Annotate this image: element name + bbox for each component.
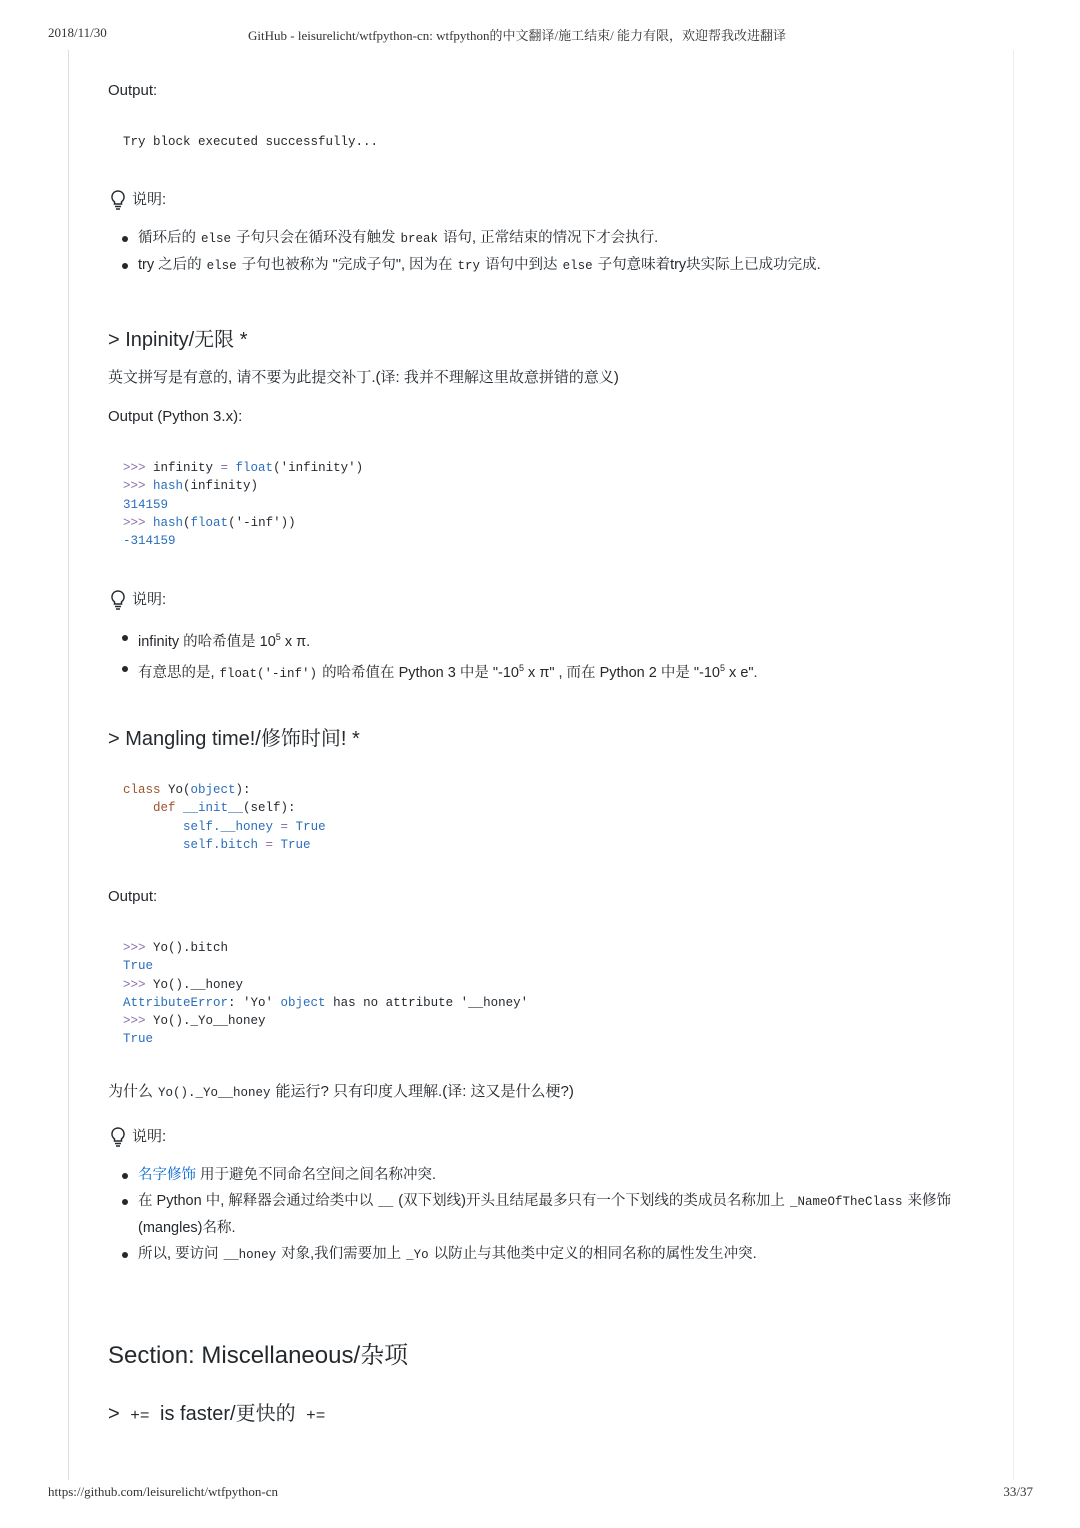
inline-code: else xyxy=(201,232,232,246)
code-block: class Yo(object): def __init__(self): self.__honey = True self.bitch = True xyxy=(123,783,326,852)
inline-code: _Yo xyxy=(406,1248,429,1262)
inline-code: else xyxy=(562,259,593,273)
explanation-heading xyxy=(108,589,166,611)
heading-plus-equals-faster: > += is faster/更快的 += xyxy=(108,1400,330,1430)
print-page-title: GitHub - leisurelicht/wtfpython-cn: wtfpython的中文翻译/施工结束/ 能力有限，欢迎帮我改进翻译 xyxy=(248,28,787,43)
code-line: Try block executed successfully... xyxy=(123,135,379,149)
inline-code: __honey xyxy=(223,1248,277,1262)
inline-code: += xyxy=(130,1407,150,1425)
list-item: 名字修饰 用于避免不同命名空间之间名称冲突. xyxy=(108,1162,968,1188)
name-mangling-link[interactable]: 名字修饰 xyxy=(138,1167,196,1183)
explanation-heading xyxy=(108,189,166,211)
code-output-block: >>> Yo().bitch True >>> Yo().__honey AttributeError: 'Yo' object has no attribute '__honey' >>> Yo()._Yo__honey True xyxy=(123,941,529,1047)
paragraph: 英文拼写是有意的, 请不要为此提交补丁.(译: 我并不理解这里故意拼错的意义) xyxy=(108,369,619,386)
list-item: 在 Python 中, 解释器会通过给类中以 __ (双下划线)开头且结尾最多只有一个下划线的类成员名称加上 _NameOfTheClass 来修饰(mangles)名称. xyxy=(108,1188,968,1241)
list-item: 循环后的 else 子句只会在循环没有触发 break 语句, 正常结束的情况下才会执行. xyxy=(108,225,968,252)
code-block: >>> infinity = float('infinity') >>> hash(infinity) 314159 >>> hash(float('-inf')) -314159 xyxy=(123,461,364,549)
list-item: 所以, 要访问 __honey 对象,我们需要加上 _Yo 以防止与其他类中定义的相同名称的属性发生冲突. xyxy=(108,1241,968,1268)
inline-code: break xyxy=(400,232,439,246)
lightbulb-icon xyxy=(108,589,128,611)
explanation-label: 说明: xyxy=(132,1128,167,1145)
inline-code: __ xyxy=(378,1195,394,1209)
print-url: https://github.com/leisurelicht/wtfpython-cn xyxy=(48,1484,278,1499)
explanation-label: 说明: xyxy=(132,591,167,608)
output-label: Output (Python 3.x): xyxy=(108,408,243,425)
explanation-heading xyxy=(108,1126,166,1148)
inline-code: Yo()._Yo__honey xyxy=(158,1086,271,1100)
inline-code: _NameOfTheClass xyxy=(789,1195,903,1209)
explanation-list xyxy=(108,624,968,687)
print-date: 2018/11/30 xyxy=(48,25,107,40)
heading-mangling-time: > Mangling time!/修饰时间! * xyxy=(108,728,360,750)
print-header xyxy=(0,25,1080,49)
output-label: Output: xyxy=(108,888,158,905)
output-label: Output: xyxy=(108,82,158,99)
lightbulb-icon xyxy=(108,1126,128,1148)
section-heading-misc: Section: Miscellaneous/杂项 xyxy=(108,1342,409,1369)
explanation-list xyxy=(108,225,968,279)
inline-code: try xyxy=(457,259,481,273)
list-item: try 之后的 else 子句也被称为 "完成子句", 因为在 try 语句中到达 else 子句意味着try块实际上已成功完成. xyxy=(108,252,968,279)
print-footer xyxy=(0,1484,1080,1508)
inline-code: float('-inf') xyxy=(219,667,318,681)
list-item: 有意思的是, float('-inf') 的哈希值在 Python 3 中是 "$-10^5$ x π" , 而在 Python 2 中是 "$-10^5$ x e". xyxy=(108,655,968,687)
explanation-list xyxy=(108,1162,968,1268)
code-output-block xyxy=(123,133,378,151)
paragraph: 为什么 Yo()._Yo__honey 能运行? 只有印度人理解.(译: 这又是什么梗?) xyxy=(108,1083,574,1100)
lightbulb-icon xyxy=(108,189,128,211)
explanation-label: 说明: xyxy=(132,191,167,208)
page-number: 33/37 xyxy=(1003,1484,1033,1499)
inline-code: else xyxy=(206,259,237,273)
heading-inpinity: > Inpinity/无限 * xyxy=(108,329,248,351)
inline-code: += xyxy=(306,1407,326,1425)
list-item: infinity 的哈希值是 $10^5$ x π. xyxy=(108,624,968,655)
